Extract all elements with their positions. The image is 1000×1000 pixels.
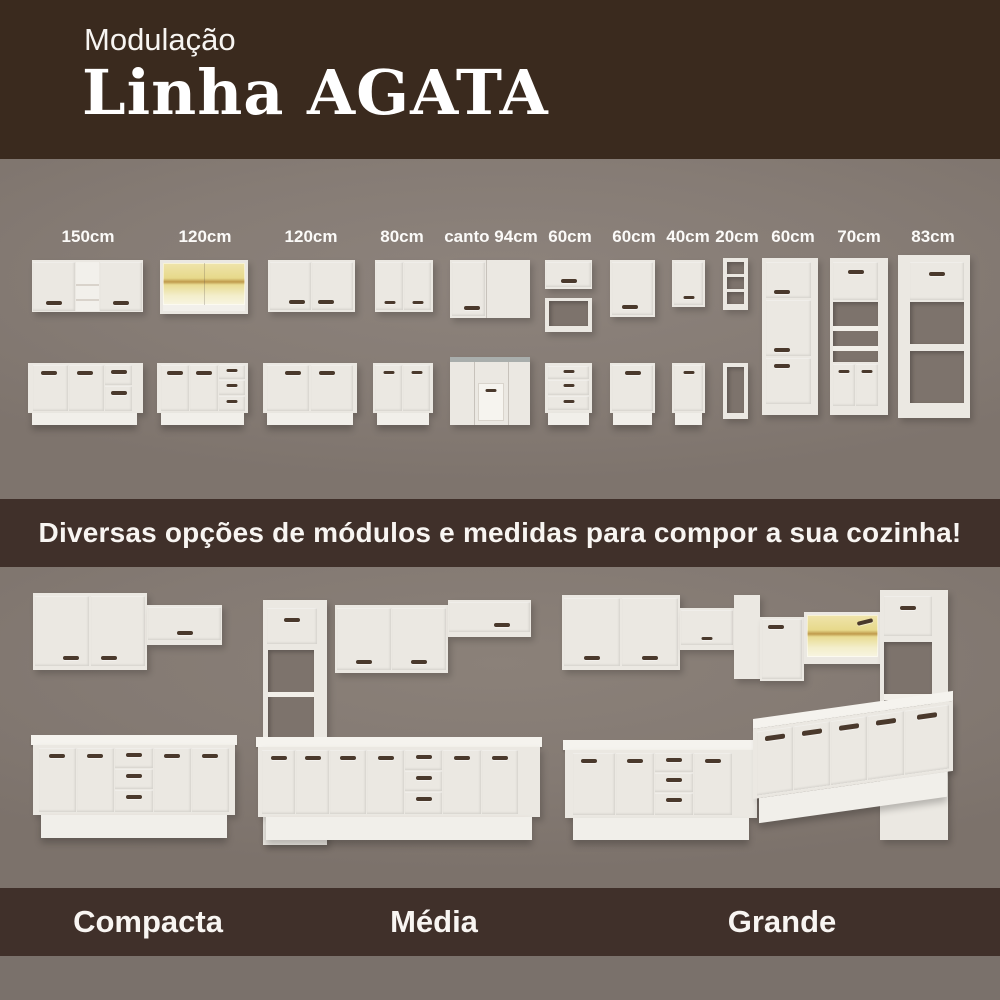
plinth: [41, 815, 227, 838]
cabinet-door: [674, 365, 703, 411]
plinth: [267, 413, 353, 425]
door-handle: [774, 364, 790, 368]
cabinet-door: [404, 262, 431, 310]
door-handle: [412, 301, 423, 304]
plinth: [266, 817, 532, 840]
door-handle: [101, 656, 117, 660]
cabinet-door: [910, 262, 964, 300]
module-60cm-drawer-base: [545, 363, 592, 413]
module-size-label: 120cm: [178, 227, 232, 246]
wall-cabinet: [33, 593, 147, 670]
cabinet-door: [612, 365, 653, 411]
base-run-left: [565, 740, 757, 840]
cabinet-door: [794, 721, 830, 790]
cabinet-door: [622, 598, 678, 666]
appliance-opening: [910, 302, 964, 344]
door-handle: [113, 301, 129, 305]
door-handle: [862, 370, 873, 373]
wall-cabinet-single: [760, 617, 804, 681]
cabinet-door: [337, 608, 391, 670]
tower-opening: [884, 642, 932, 694]
shelf: [268, 692, 314, 697]
door-handle: [486, 389, 497, 392]
door-handle: [768, 625, 784, 629]
drawer: [405, 792, 442, 814]
door-handle: [63, 656, 79, 660]
door-handle: [584, 656, 600, 660]
drawer-handle: [227, 400, 238, 403]
panel-seam: [508, 362, 509, 425]
flap-door: [546, 262, 591, 287]
module-83cm-fridge-frame: [898, 255, 970, 418]
door-handle: [284, 618, 300, 622]
module-size-label: 60cm: [771, 227, 815, 246]
flap-door: [681, 610, 733, 645]
drawer-handle: [666, 778, 682, 782]
door-handle: [167, 371, 183, 375]
cabinet-door: [267, 365, 309, 411]
module-size-label: 70cm: [837, 227, 881, 246]
cabinet-door: [573, 753, 615, 815]
door-handle: [492, 756, 508, 760]
flap-door: [148, 607, 221, 640]
cabinet-door: [77, 748, 114, 812]
module-60cm-tall-pantry: [762, 258, 818, 415]
drawer: [655, 793, 693, 815]
drawer-handle: [126, 774, 142, 778]
door-handle: [271, 756, 287, 760]
cabinet-door: [616, 753, 654, 815]
drawer-handle: [126, 795, 142, 799]
cabinet-door: [376, 262, 403, 310]
cabinet-door: [161, 365, 189, 411]
panel-seam: [474, 362, 475, 425]
drawer-handle: [666, 758, 682, 762]
cabinet-door: [375, 365, 402, 411]
cabinet-door: [392, 608, 446, 670]
module-150cm-wall-cabinet: [32, 260, 143, 312]
door-handle: [683, 371, 694, 374]
door-handle: [411, 660, 427, 664]
drawer-handle: [563, 370, 574, 373]
cabinet-door: [330, 750, 366, 814]
drawer: [219, 365, 245, 379]
door-handle: [642, 656, 658, 660]
cabinet-door: [91, 596, 145, 666]
plinth: [613, 413, 652, 425]
door-handle: [839, 723, 859, 731]
door-handle: [917, 712, 937, 720]
flap-wall-cabinet: [147, 605, 222, 645]
cabinet-door: [674, 262, 703, 305]
door-handle: [177, 631, 193, 635]
cabinet-door: [478, 383, 504, 421]
plinth: [573, 818, 749, 840]
door-handle: [305, 756, 321, 760]
cabinet-door: [312, 262, 353, 310]
module-size-label: 120cm: [284, 227, 338, 246]
door-handle: [622, 305, 638, 309]
cabinet-door: [766, 358, 811, 404]
drawer: [219, 396, 245, 411]
shelf: [833, 346, 878, 351]
module-120cm-glass-wall-cabinet: [160, 260, 248, 314]
door-handle: [627, 759, 643, 763]
plinth: [377, 413, 429, 425]
drawer: [115, 790, 153, 812]
cabinet-door: [33, 365, 68, 411]
door-handle: [356, 660, 372, 664]
door-handle: [378, 756, 394, 760]
drawer: [405, 750, 442, 770]
flap-wall-cabinet: [680, 608, 734, 650]
flap-wall-cabinet: [448, 600, 531, 637]
cabinet-door: [69, 365, 104, 411]
niche-opening: [727, 367, 744, 413]
cabinet-door: [100, 262, 142, 311]
door-handle: [929, 272, 945, 276]
module-80cm-base-cabinet: [373, 363, 433, 413]
cabinet-door: [39, 748, 76, 812]
drawer-handle: [666, 798, 682, 802]
banner-band: [0, 499, 1000, 567]
door-handle: [49, 754, 65, 758]
cabinet-door: [296, 750, 329, 814]
module-120cm-base-cabinet-2: [263, 363, 357, 413]
door-handle: [383, 371, 394, 374]
shelf: [833, 326, 878, 331]
header-eyebrow: Modulação: [84, 22, 236, 57]
module-120cm-wall-cabinet: [268, 260, 355, 312]
drawer: [655, 773, 693, 792]
door-handle: [581, 759, 597, 763]
cabinet-door: [482, 750, 518, 814]
drawer-handle: [416, 776, 432, 780]
door-seam: [204, 263, 205, 305]
kitchen-label-compacta: Compacta: [73, 904, 223, 939]
door-handle: [196, 371, 212, 375]
door-handle: [774, 290, 790, 294]
kitchens-section: [0, 567, 1000, 888]
door-handle: [289, 300, 305, 304]
drawer-handle: [416, 755, 432, 759]
drawer: [548, 396, 589, 410]
open-shelf: [76, 262, 99, 311]
cabinet-door: [367, 750, 404, 814]
plinth: [161, 413, 244, 425]
niche-opening: [549, 301, 588, 326]
cabinet-door: [270, 262, 311, 310]
cabinet-door: [452, 262, 485, 316]
countertop: [256, 737, 542, 747]
drawer: [105, 386, 132, 411]
drawer-handle: [111, 370, 127, 374]
module-size-label: 60cm: [548, 227, 592, 246]
drawer: [115, 769, 153, 789]
cubby-opening: [727, 262, 744, 274]
kitchen-label-media: Média: [390, 904, 478, 939]
module-80cm-wall-cabinet: [375, 260, 433, 312]
cabinet-door: [762, 619, 802, 679]
cabinet-door: [766, 262, 811, 298]
cubby-opening: [727, 292, 744, 304]
module-150cm-base-cabinet: [28, 363, 143, 413]
header-band: [0, 0, 1000, 159]
appliance-opening: [910, 351, 964, 403]
module-size-label: 150cm: [61, 227, 115, 246]
glass-wall-cabinet: [804, 612, 881, 664]
cabinet-door: [884, 596, 932, 636]
module-size-label: 80cm: [380, 227, 424, 246]
plinth: [548, 413, 589, 425]
door-handle: [319, 371, 335, 375]
cabinet-door: [905, 704, 949, 774]
door-handle: [683, 296, 694, 299]
flap-door: [449, 602, 530, 632]
countertop: [31, 735, 237, 745]
banner-text: Diversas opções de módulos e medidas para compor a sua cozinha!: [38, 517, 962, 548]
base-cabinet: [565, 750, 757, 818]
door-handle: [384, 301, 395, 304]
cabinet-door: [868, 711, 904, 780]
door-handle: [87, 754, 103, 758]
wall-cabinet: [335, 605, 448, 673]
module-20cm-base-shelf: [723, 363, 748, 419]
cabinet-door: [564, 598, 620, 666]
module-40cm-wall-cabinet: [672, 260, 705, 307]
module-size-label: 20cm: [715, 227, 759, 246]
cabinet-door: [833, 262, 878, 300]
module-size-label: canto 94cm: [444, 227, 538, 246]
door-handle: [848, 270, 864, 274]
cabinet-door: [35, 596, 89, 666]
cabinet-door: [33, 262, 75, 311]
footer-band: [0, 888, 1000, 956]
drawer: [115, 748, 153, 768]
door-handle: [340, 756, 356, 760]
shelf: [76, 284, 99, 286]
door-handle: [411, 371, 422, 374]
door-handle: [802, 728, 822, 736]
cabinet-door: [311, 365, 353, 411]
cabinet-door: [831, 716, 867, 785]
base-run: [33, 735, 235, 838]
door-handle: [876, 718, 896, 726]
module-70cm-tall-tower: [830, 258, 888, 415]
door-handle: [318, 300, 334, 304]
door-handle: [625, 371, 641, 375]
base-cabinet: [258, 747, 540, 817]
corner-panel: [734, 595, 760, 679]
module-size-label: 40cm: [666, 227, 710, 246]
cabinet-door: [856, 364, 878, 406]
drawer: [405, 771, 442, 791]
drawer-handle: [416, 797, 432, 801]
drawer: [219, 380, 245, 395]
drawer-handle: [563, 384, 574, 387]
base-cabinet: [33, 745, 235, 815]
drawer: [655, 753, 693, 772]
door-handle: [164, 754, 180, 758]
shelf: [163, 305, 245, 311]
door-handle: [900, 606, 916, 610]
plinth: [32, 413, 137, 425]
door-handle: [561, 279, 577, 283]
cabinet-door: [154, 748, 191, 812]
module-canto-94cm-base-cabinet: [450, 357, 530, 425]
panel-seam: [486, 260, 487, 318]
countertop: [563, 740, 759, 750]
cabinet-door: [443, 750, 481, 814]
module-canto-94cm-wall-cabinet: [450, 260, 530, 318]
cabinet-door: [262, 750, 295, 814]
wall-cabinet: [562, 595, 680, 670]
door-handle: [202, 754, 218, 758]
module-60cm-open-niche: [545, 298, 592, 332]
door-handle: [454, 756, 470, 760]
module-20cm-wall-shelf: [723, 258, 748, 310]
cabinet-door: [757, 726, 793, 795]
module-60cm-wall-cabinet: [610, 260, 655, 317]
modules-section: [0, 159, 1000, 499]
cabinet-door: [190, 365, 218, 411]
module-120cm-base-cabinet: [157, 363, 248, 413]
plinth: [675, 413, 702, 425]
door-handle: [774, 348, 790, 352]
door-handle: [765, 734, 785, 742]
page-title: Linha AGATA: [82, 56, 549, 129]
module-size-label: 83cm: [911, 227, 955, 246]
door-handle: [464, 306, 480, 310]
drawer-handle: [126, 753, 142, 757]
module-60cm-base-cabinet: [610, 363, 655, 413]
door-handle: [46, 301, 62, 305]
drawer-handle: [227, 384, 238, 387]
oven-niche: [833, 302, 878, 362]
door-handle: [41, 371, 57, 375]
module-60cm-flap-wall-cabinet: [545, 260, 592, 289]
drawer-handle: [563, 400, 574, 403]
cabinet-door: [192, 748, 229, 812]
cubby-opening: [727, 277, 744, 289]
base-run: [258, 737, 540, 840]
countertop: [450, 357, 530, 362]
footer-strip: [0, 956, 1000, 1000]
module-size-label: 60cm: [612, 227, 656, 246]
drawer: [548, 366, 589, 379]
cabinet-door: [267, 608, 317, 644]
kitchen-label-grande: Grande: [727, 904, 837, 939]
drawer-handle: [227, 369, 238, 372]
door-handle: [77, 371, 93, 375]
door-handle: [839, 370, 850, 373]
cabinet-door: [833, 364, 855, 406]
cabinet-door: [403, 365, 430, 411]
door-handle: [285, 371, 301, 375]
drawer-handle: [111, 391, 127, 395]
door-handle: [494, 623, 510, 627]
shelf: [76, 299, 99, 301]
cabinet-door: [766, 300, 811, 356]
drawer: [105, 365, 132, 385]
drawer: [548, 380, 589, 395]
module-40cm-base-cabinet: [672, 363, 705, 413]
cabinet-door: [612, 262, 653, 315]
door-handle: [702, 637, 713, 640]
cabinet-door: [694, 753, 732, 815]
door-handle: [705, 759, 721, 763]
